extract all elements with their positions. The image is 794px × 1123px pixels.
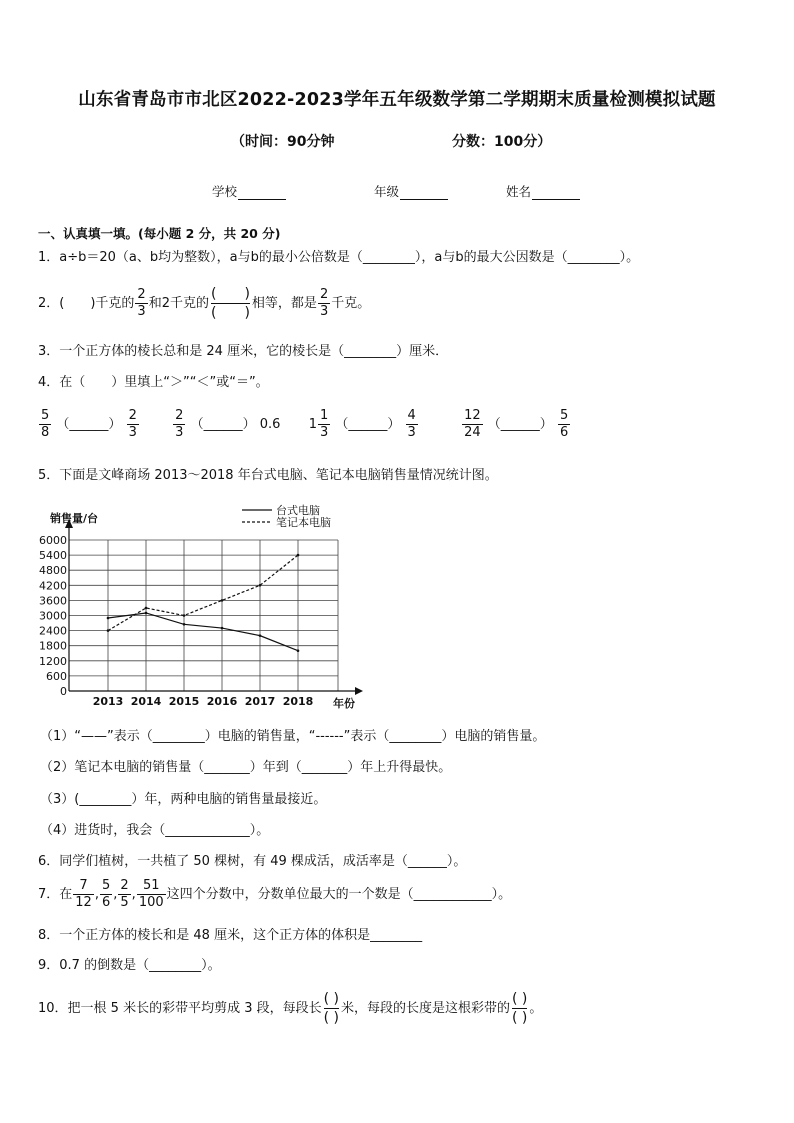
data-point <box>145 612 148 615</box>
y-tick-label: 3600 <box>39 594 67 608</box>
chart-svg <box>28 502 373 716</box>
section-heading: 一、认真填一填。(每小题 2 分，共 20 分) <box>38 226 281 241</box>
data-point <box>297 554 300 557</box>
question-1: 1．a÷b＝20（a、b均为整数），a与b的最小公倍数是（________），a与b的最大公因数是（________）。 <box>38 250 640 265</box>
question-3: 3．一个正方体的棱长总和是 24 厘米，它的棱长是（________）厘米． <box>38 344 449 359</box>
fraction: $\frac{2}{3}$ <box>137 287 146 319</box>
question-5-1: （1）“——”表示（________）电脑的销售量，“------”表示（________）电脑的销售量。 <box>40 729 546 744</box>
legend-label: 台式电脑 <box>276 504 320 517</box>
data-point <box>107 617 110 620</box>
x-tick-label: 2018 <box>282 695 314 708</box>
data-point <box>221 627 224 630</box>
sales-line-chart <box>28 502 373 716</box>
question-4: 4．在（ ）里填上“＞”“＜”或“＝”。 <box>38 375 269 390</box>
x-axis-label: 年份 <box>333 697 355 710</box>
question-10: 10．把一根 5 米长的彩带平均剪成 3 段，每段长 ( ) ( ) 米，每段的长度是这根彩带的 ( ) ( ) 。 <box>38 991 543 1026</box>
grade-field: 年级 <box>374 182 448 200</box>
question-5-3: （3）(________）年，两种电脑的销售量最接近。 <box>40 792 327 807</box>
blank-fraction[interactable]: ( ) ( ) <box>512 991 528 1026</box>
y-tick-label: 2400 <box>39 624 67 638</box>
question-9: 9．0.7 的倒数是（________）。 <box>38 958 221 973</box>
question-7: 7．在 $\frac{7}{12}$ , $\frac{5}{6}$ , $\frac{2}{5}$ , $\frac{51}{100}$ 这四个分数中，分数单位最大的一个数是（____________）。 <box>38 878 512 910</box>
blank-fraction[interactable]: ( ) ( ) <box>323 991 339 1026</box>
blank-fraction[interactable]: ( ) ( ) <box>210 286 250 321</box>
legend-label: 笔记本电脑 <box>276 516 331 529</box>
question-5-2: （2）笔记本电脑的销售量（_______）年到（_______）年上升得最快。 <box>40 760 452 775</box>
data-point <box>183 623 186 626</box>
y-tick-label: 3000 <box>39 609 67 623</box>
question-6: 6．同学们植树，一共植了 50 棵树，有 49 棵成活，成活率是（______）。 <box>38 854 467 869</box>
name-blank[interactable] <box>532 187 580 200</box>
compare-blank[interactable]: （______） <box>190 417 256 432</box>
y-tick-label: 4200 <box>39 579 67 593</box>
y-tick-label: 1800 <box>39 639 67 653</box>
x-axis-arrow <box>355 687 363 695</box>
question-2: 2．( )千克的 $\frac{2}{3}$ 和2千克的 ( ) ( ) 相等，都是 $\frac{2}{3}$ 千克。 <box>38 286 371 321</box>
time-label: （时间：90分钟 <box>231 134 335 150</box>
data-point <box>183 614 186 617</box>
y-tick-label: 4800 <box>39 564 67 578</box>
school-blank[interactable] <box>238 187 286 200</box>
question-5-4: （4）进货时，我会（_____________）。 <box>40 823 270 838</box>
series-line-0 <box>108 613 298 651</box>
data-point <box>107 629 110 632</box>
y-tick-label: 6000 <box>39 534 67 547</box>
school-field: 学校 <box>212 182 286 200</box>
data-point <box>297 649 300 652</box>
data-point <box>259 634 262 637</box>
x-tick-label: 2013 <box>92 695 124 708</box>
x-tick-label: 2016 <box>206 695 238 708</box>
score-label: 分数：100分） <box>452 134 552 150</box>
x-tick-label: 2015 <box>168 695 200 708</box>
exam-title: 山东省青岛市市北区2022-2023学年五年级数学第二学期期末质量检测模拟试题 <box>78 90 716 110</box>
fraction: $\frac{2}{3}$ <box>319 287 329 319</box>
y-tick-label: 600 <box>46 669 67 683</box>
x-tick-label: 2014 <box>130 695 162 708</box>
compare-blank[interactable]: （______） <box>335 417 401 432</box>
grade-blank[interactable] <box>400 187 448 200</box>
data-point <box>259 584 262 587</box>
y-axis-label: 销售量/台 <box>50 512 99 525</box>
x-tick-label: 2017 <box>244 695 276 708</box>
y-tick-label: 1200 <box>39 654 67 668</box>
question-8: 8．一个正方体的棱长和是 48 厘米，这个正方体的体积是________ <box>38 928 423 943</box>
question-4-items: $\frac{5}{8}$ （______） $\frac{2}{3}$ $\frac{2}{3}$ （______） 0.6 1 $\frac{1}{3}$ （______） $\frac{4}{3}$ $\frac{12}{24}$ （______） $\frac{5}{6}$ <box>41 408 569 440</box>
compare-blank[interactable]: （______） <box>487 417 553 432</box>
y-tick-label: 5400 <box>39 549 67 563</box>
compare-blank[interactable]: （______） <box>56 417 122 432</box>
data-point <box>145 607 148 610</box>
series-line-1 <box>108 555 298 631</box>
y-tick-label: 0 <box>60 685 67 698</box>
name-field: 姓名 <box>506 182 580 200</box>
question-5: 5．下面是文峰商场 2013～2018 年台式电脑、笔记本电脑销售量情况统计图。 <box>38 468 498 483</box>
data-point <box>221 599 224 602</box>
